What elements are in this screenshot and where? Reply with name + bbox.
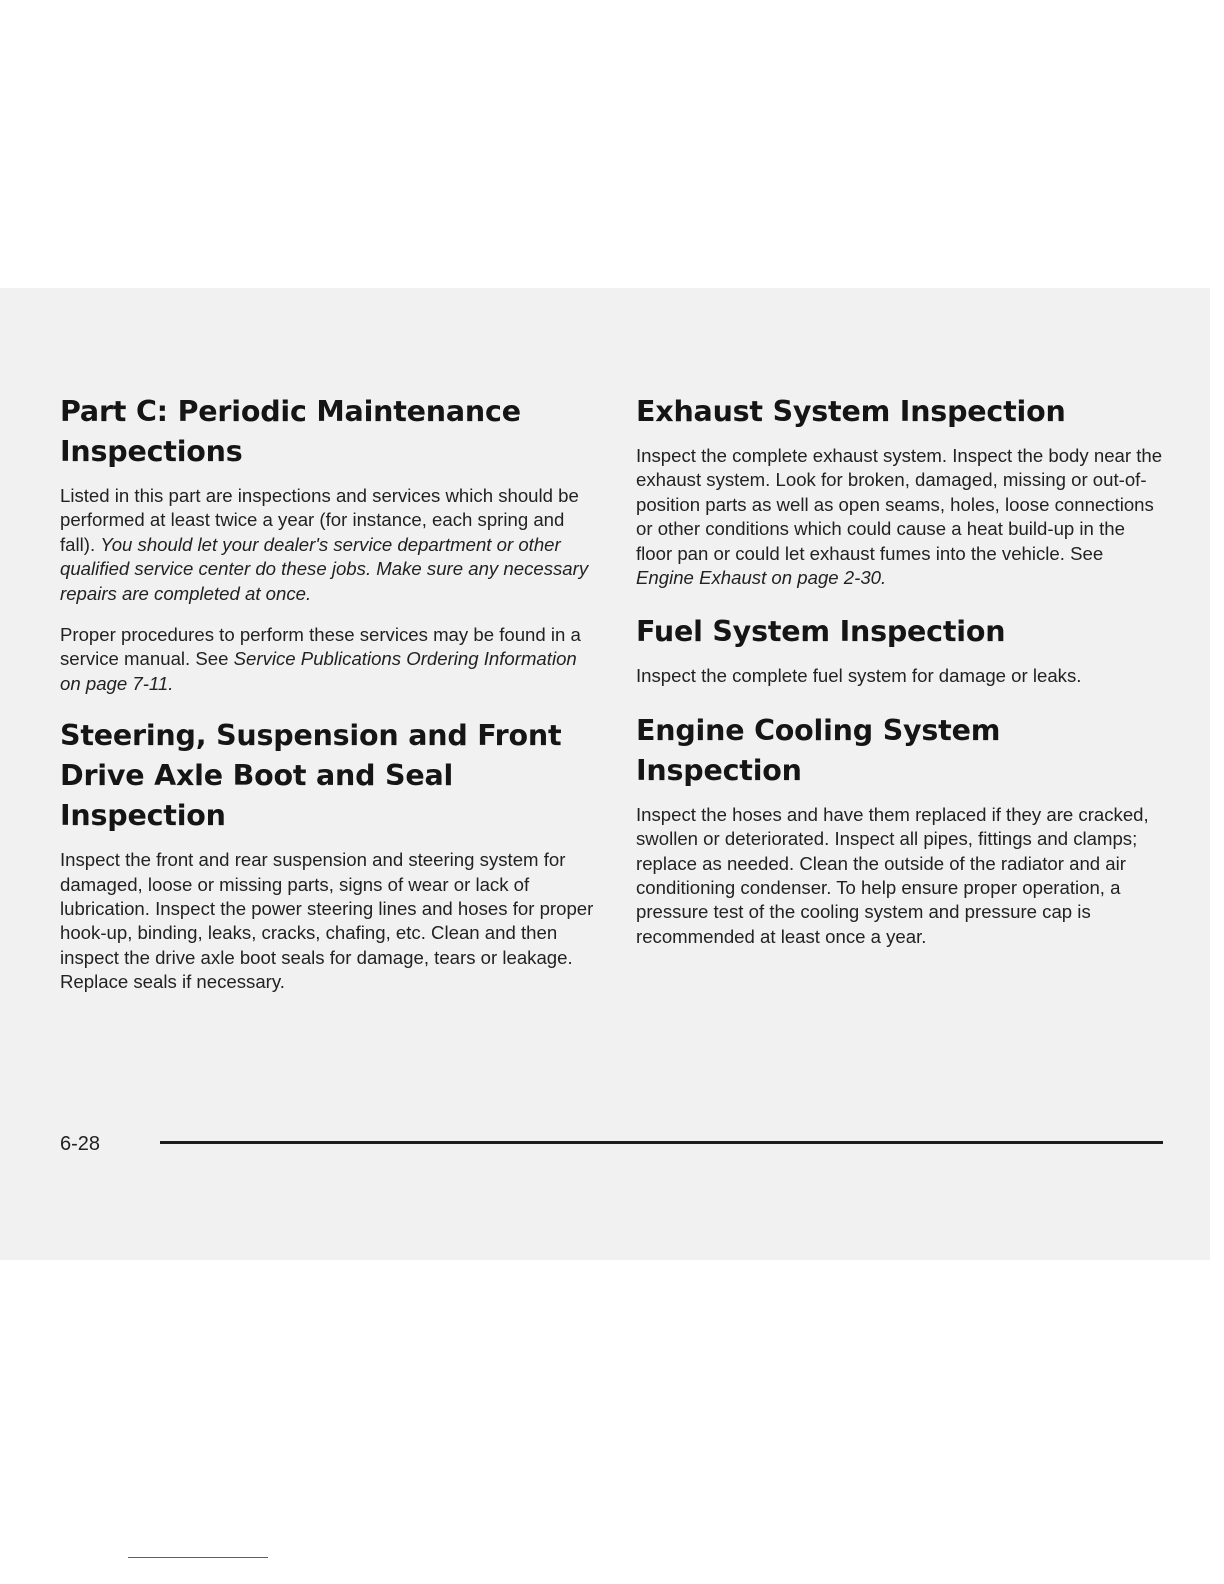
heading-line-2: Inspections (60, 435, 243, 468)
intro-italic-text: You should let your dealer's service department or other qualified service center do these jobs. Make sure any necessary repairs are completed at once. (60, 533, 589, 604)
exhaust-text: Inspect the complete exhaust system. Inspect the body near the exhaust system. Look for broken, damaged, missing or out-of-position parts as well as open seams, holes, loose connections or other conditions which could cause a heat build-up in the floor pan or could let exhaust fumes into the vehicle. See (636, 445, 1163, 564)
page-number: 6-28 (60, 1133, 101, 1155)
section-fuel-inspection (636, 612, 1166, 688)
engine-exhaust-reference: Engine Exhaust on page 2-30. (636, 567, 887, 589)
heading-cooling-inspection: Engine Cooling System Inspection (636, 713, 1001, 787)
section-exhaust-inspection (636, 392, 1166, 590)
paragraph-fuel: Inspect the complete fuel system for damage or leaks. (636, 665, 1082, 687)
heading-exhaust-inspection: Exhaust System Inspection (636, 395, 1066, 428)
service-publications-reference: Service Publications Ordering Information on page 7-11. (60, 648, 577, 694)
paragraph-procedures (60, 623, 600, 696)
section-steering-inspection (60, 716, 600, 994)
paragraph-cooling: Inspect the hoses and have them replaced if they are cracked, swollen or deteriorated. Inspect all pipes, fittings and clamps; replace as needed. Clean the outside of the radiator and air conditioning condenser. To help ensure proper operation, a pressure test of the cooling system and pressure cap is recommended at least once a year. (636, 803, 1149, 947)
heading-fuel-inspection: Fuel System Inspection (636, 615, 1006, 649)
paragraph-steering: Inspect the front and rear suspension and steering system for damaged, loose or missing parts, signs of wear or lack of lubrication. Inspect the power steering lines and hoses for proper hook-up, binding, leaks, cracks, chafing, etc. Clean and then inspect the drive axle boot seals for damage, tears or leakage. Replace seals if necessary. (60, 849, 594, 993)
footer-divider (160, 1141, 1163, 1144)
left-column (60, 392, 600, 1012)
procedures-text: Proper procedures to perform these services may be found in a service manual. See (60, 624, 581, 670)
section-periodic-maintenance (60, 392, 600, 696)
heading-line-2: Drive Axle Boot and Seal Inspection (60, 759, 454, 833)
section-cooling-inspection (636, 711, 1166, 949)
heading-steering-inspection (60, 716, 600, 836)
link-underline (128, 1557, 268, 1558)
heading-line-1: Steering, Suspension and Front (60, 719, 562, 753)
intro-text: Listed in this part are inspections and services which should be performed at least twice a year (for instance, each spring and fall). (60, 485, 579, 555)
right-column (636, 392, 1166, 966)
paragraph-intro (60, 484, 600, 606)
heading-periodic-maintenance (60, 392, 600, 472)
heading-line-1: Part C: Periodic Maintenance (60, 395, 521, 428)
paragraph-exhaust (636, 444, 1166, 590)
